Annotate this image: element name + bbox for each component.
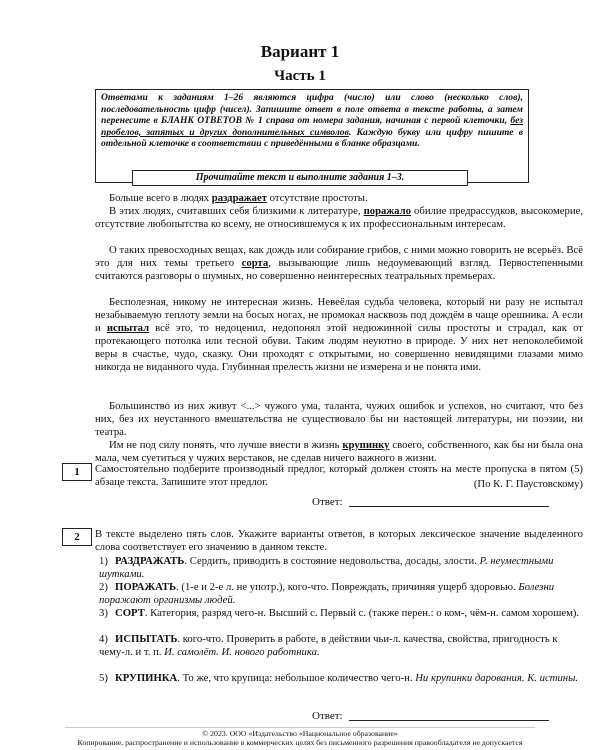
option-word: КРУПИНКА bbox=[115, 672, 178, 684]
option-number: 5) bbox=[99, 672, 108, 684]
text-fragment: обилие предрассудков, высокомерие, отсутствие любопытства ко всему, не относившемуся к их профессиональным интересам. bbox=[95, 205, 583, 230]
text-paragraph-5: Большинство из них живут <...> чужого ума, таланта, чужих ошибок и успехов, но считают, что без них, без их неустанного вмешательства не существовало бы ни настоящей литературы, ни поэзии, ни театра. bbox=[95, 400, 583, 438]
answer-label: Ответ: bbox=[312, 710, 343, 722]
text-paragraph-3 bbox=[95, 244, 583, 283]
option-4 bbox=[99, 633, 583, 659]
variant-title: Вариант 1 bbox=[260, 42, 340, 61]
text-fragment: всё это, то недоценил, недопонял этой недюжинной силы простоты и страдал, как от протекающего потолка или тесной обуви. Таким людям неуютно в природе. У них нет непоколебимой веры в счастье, чудо, сказку. Они проходят с открытыми, но совершенно невидящими глазами мимо никогда не виданного чуда. Глубинная прелесть жизни не измерена и не понята ими. bbox=[95, 321, 583, 373]
option-number: 1) bbox=[99, 555, 108, 567]
highlighted-word-2: поражало bbox=[363, 205, 411, 217]
answer-field[interactable] bbox=[349, 496, 549, 507]
option-word: ИСПЫТАТЬ bbox=[115, 633, 178, 645]
option-example: Р. неуместными шутками. bbox=[99, 555, 554, 580]
text-fragment: В этих людях, считавших себя близкими к литературе, bbox=[109, 205, 364, 217]
option-definition: . Сердить, приводить в состояние недовольства, досады, злости. bbox=[184, 555, 477, 567]
question-2-answer bbox=[312, 710, 549, 722]
question-1-answer bbox=[312, 496, 549, 508]
option-number: 3) bbox=[99, 607, 108, 619]
option-definition: . То же, что крупица: небольшое количество чего-н. bbox=[177, 672, 413, 684]
text-paragraph-4 bbox=[95, 296, 583, 373]
option-definition: . Категория, разряд чего-н. Высший с. Первый с. (также перен.: о ком-, чём-н. самом хорошем). bbox=[144, 607, 580, 619]
question-2-text: В тексте выделено пять слов. Укажите варианты ответов, в которых лексическое значение выделенного слова соответствует его значению в данном тексте. bbox=[95, 528, 583, 553]
text-fragment: О таких превосходных вещах, как дождь или собирание грибов, с ними можно говорить не всерьёз. Всё это для них темы третьего bbox=[95, 244, 583, 269]
question-2-number: 2 bbox=[62, 528, 92, 546]
text-fragment: своего, собственного, как бы ни была она мала, чем суетиться у чужих верстаков, не сделав ничего важного в жизни. bbox=[95, 439, 583, 464]
option-5 bbox=[99, 672, 583, 685]
highlighted-word-5: крупинку bbox=[342, 439, 390, 451]
text-paragraph-2 bbox=[95, 205, 583, 231]
option-word: ПОРАЖАТЬ bbox=[115, 581, 177, 593]
instructions-end: . Каждую букву или цифру пишите в отдельной клеточке в соответствии с приведёнными в бланке образцами. bbox=[101, 126, 523, 150]
footer-notice: Копирование, распространение и использование в коммерческих целях без письменного разрешения правообладателя не допускается bbox=[77, 738, 523, 747]
answer-label: Ответ: bbox=[312, 496, 343, 508]
text-fragment: Им не под силу понять, что лучше внести в жизнь bbox=[109, 439, 343, 451]
task-header: Прочитайте текст и выполните задания 1–3. bbox=[132, 170, 468, 186]
option-example: Болезни поражают организмы людей. bbox=[99, 581, 555, 606]
option-number: 4) bbox=[99, 633, 108, 645]
footer-copyright: © 2023. ООО «Издательство «Национальное образование» bbox=[202, 729, 398, 738]
option-example: И. самолёт. И. нового работника. bbox=[164, 645, 320, 658]
option-example: Ни крупинки дарования. К. истины. bbox=[415, 672, 579, 684]
option-1 bbox=[99, 555, 583, 581]
option-definition: . (1-е и 2-е л. не употр.), кого-что. Повреждать, причиняя ущерб здоровью. bbox=[176, 581, 516, 593]
footer bbox=[0, 729, 600, 747]
text-paragraph-1 bbox=[95, 192, 583, 205]
option-number: 2) bbox=[99, 581, 108, 593]
text-fragment: отсутствие простоты. bbox=[266, 192, 368, 204]
highlighted-word-3: сорта bbox=[241, 256, 269, 269]
question-1-number: 1 bbox=[62, 463, 92, 481]
option-word: РАЗДРАЖАТЬ bbox=[115, 555, 185, 567]
question-1-text: Самостоятельно подберите производный предлог, который должен стоять на месте пропуска в пятом (5) абзаце текста. Запишите этот предлог. bbox=[95, 463, 583, 488]
highlighted-word-1: раздражает bbox=[211, 192, 267, 204]
part-title: Часть 1 bbox=[274, 68, 326, 84]
instructions-text: Ответами к заданиям 1–26 являются цифра (число) или слово (несколько слов), последовательность цифр (чисел). Запишите ответ в поле ответа в тексте работы, а затем перенесите в БЛАНК ОТВЕТОВ № 1 справа от номера задания, начиная с первой клеточки, bbox=[101, 92, 523, 127]
answer-field[interactable] bbox=[349, 710, 549, 721]
instructions-underlined: без пробелов, запятых и других дополнительных символов bbox=[101, 115, 523, 138]
option-definition: . кого-что. Проверить в работе, в действии чьи-л. качества, свойства, пригодность к чему-л. и т. п. bbox=[99, 633, 558, 658]
text-author: (По К. Г. Паустовскому) bbox=[473, 478, 583, 490]
option-2 bbox=[99, 581, 583, 607]
highlighted-word-4: испытал bbox=[106, 321, 150, 334]
text-fragment: Больше всего в людях bbox=[109, 192, 212, 204]
instructions-box bbox=[95, 89, 529, 183]
text-fragment: Бесполезная, никому не интересная жизнь. Невеёлая судьба человека, который ни разу не испытал незабываемую теплоту земли на босых ногах, не промокал насквозь под дождём в чаще орешника. А если и bbox=[95, 296, 583, 334]
option-3 bbox=[99, 607, 583, 620]
footer-divider bbox=[65, 727, 535, 728]
text-fragment: , вызывающие лишь недоумевающий взгляд. Первостепенными считаются разговоры о шумных, но совершенно неинтересных театральных премьерах. bbox=[95, 256, 583, 282]
option-word: СОРТ bbox=[115, 607, 145, 619]
text-paragraph-6 bbox=[95, 439, 583, 465]
